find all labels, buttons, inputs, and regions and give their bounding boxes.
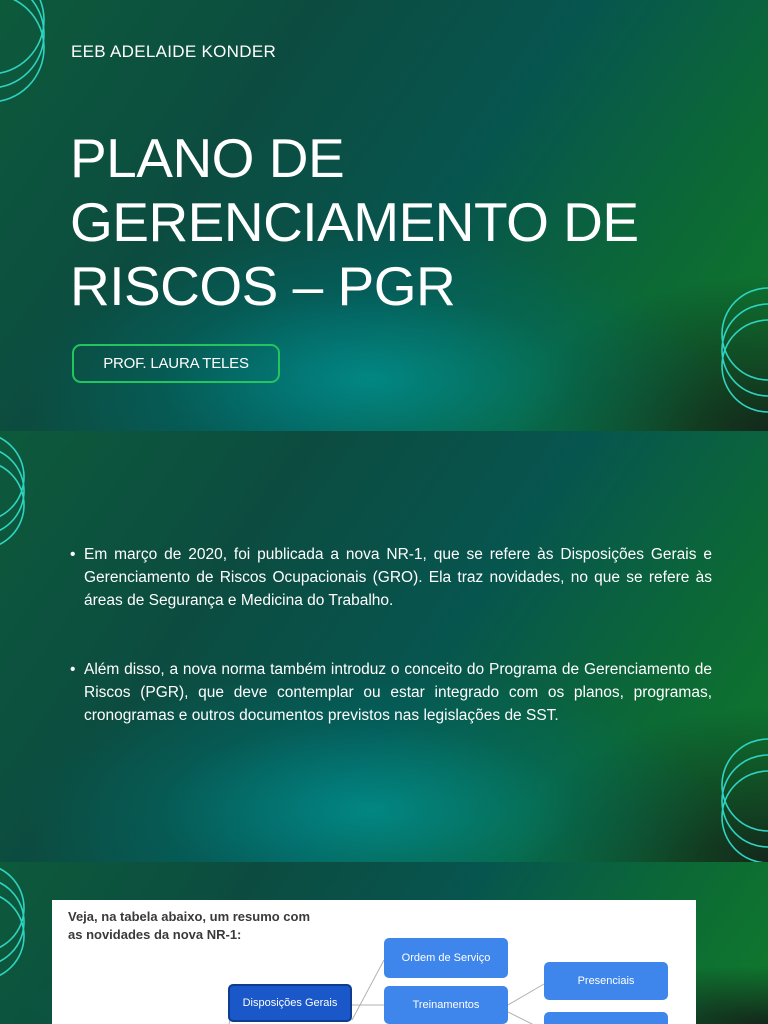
- professor-button[interactable]: PROF. LAURA TELES: [72, 344, 280, 383]
- school-name: EEB ADELAIDE KONDER: [71, 42, 277, 61]
- node-ordem-de-servico[interactable]: Ordem de Serviço: [384, 938, 508, 978]
- title-line-3: RISCOS – PGR: [70, 255, 456, 317]
- node-lower-right[interactable]: [544, 1012, 668, 1024]
- panel-intro-text: Veja, na tabela abaixo, um resumo com as novidades da nova NR-1:: [68, 909, 311, 942]
- node-presenciais[interactable]: Presenciais: [544, 962, 668, 1000]
- connector-treinamentos-presenciais: [508, 984, 544, 1005]
- connector-disposicoes-ordem: [352, 960, 384, 1020]
- node-treinamentos[interactable]: Treinamentos: [384, 986, 508, 1024]
- diagram-slide: [0, 862, 768, 1024]
- bullet-list: [70, 543, 712, 773]
- decorative-rings-top-left: [0, 0, 60, 130]
- title-line-1: PLANO DE: [70, 127, 345, 189]
- decorative-rings-left: [0, 431, 50, 575]
- bullet-item-1: • Em março de 2020, foi publicada a nova NR-1, que se refere às Disposições Gerais e Gerenciamento de Riscos Ocupacionais (GRO). Ela traz novidades, no que se refere às áreas de Segurança e Medicina do Trabalho.: [70, 543, 712, 612]
- connector-treinamentos-lower: [508, 1012, 544, 1024]
- nr1-summary-panel: [52, 900, 696, 1024]
- title-slide: [0, 0, 768, 431]
- title-line-2: GERENCIAMENTO DE: [70, 191, 639, 253]
- content-slide: [0, 431, 768, 862]
- page-title: [70, 126, 750, 318]
- bullet-item-2: • Além disso, a nova norma também introduz o conceito do Programa de Gerenciamento de Riscos (PGR), que deve contemplar ou estar integrado com os planos, programas, cronogramas e outros documentos previstos nas legislações de SST.: [70, 658, 712, 727]
- node-disposicoes-gerais[interactable]: Disposições Gerais: [228, 984, 352, 1022]
- decorative-rings-left: [0, 862, 50, 1024]
